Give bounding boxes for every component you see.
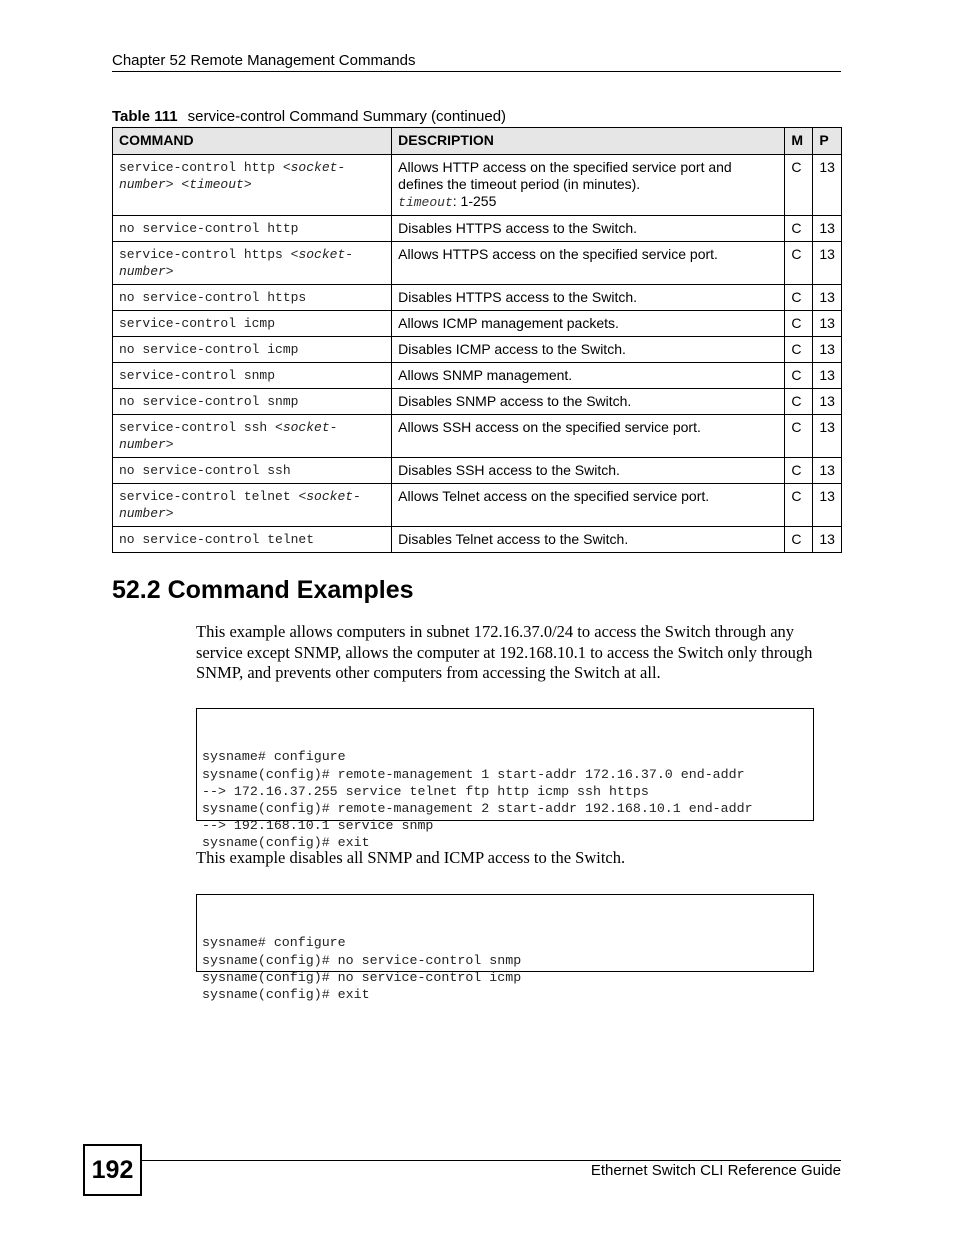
chapter-header: Chapter 52 Remote Management Commands bbox=[112, 52, 416, 69]
command-cell: no service-control ssh bbox=[113, 458, 392, 484]
command-params: <socket-number> bbox=[119, 247, 354, 279]
table-row bbox=[113, 363, 842, 389]
description-code: timeout bbox=[398, 195, 453, 210]
table-row bbox=[113, 527, 842, 553]
privilege-cell: 13 bbox=[813, 155, 842, 216]
column-header-p: P bbox=[813, 128, 842, 155]
code-line: sysname# configure bbox=[202, 749, 346, 765]
mode-cell: C bbox=[785, 285, 813, 311]
privilege-cell: 13 bbox=[813, 363, 842, 389]
table-row bbox=[113, 242, 842, 285]
code-line: sysname(config)# no service-control snmp bbox=[202, 952, 522, 968]
command-cell: no service-control telnet bbox=[113, 527, 392, 553]
table-caption-label: Table 111 bbox=[112, 108, 178, 125]
command-cell bbox=[113, 415, 392, 458]
code-line: sysname(config)# remote-management 1 start-addr 172.16.37.0 end-addr bbox=[202, 766, 745, 782]
table-header-row bbox=[113, 128, 842, 155]
table-row bbox=[113, 337, 842, 363]
command-cell bbox=[113, 242, 392, 285]
description-cell: Disables HTTPS access to the Switch. bbox=[392, 216, 785, 242]
command-text: service-control telnet bbox=[119, 489, 299, 504]
privilege-cell: 13 bbox=[813, 527, 842, 553]
command-text: service-control https bbox=[119, 247, 291, 262]
mode-cell: C bbox=[785, 155, 813, 216]
example-paragraph: This example allows computers in subnet 172.16.37.0/24 to access the Switch through any service except SNMP, allows the computer at 192.168.10.1 to access the Switch only through SNMP, and prevents other computers from accessing the Switch at all. bbox=[196, 622, 813, 682]
table-row bbox=[113, 155, 842, 216]
code-line: --> 192.168.10.1 service snmp bbox=[202, 818, 434, 834]
description-cell: Disables SSH access to the Switch. bbox=[392, 458, 785, 484]
mode-cell: C bbox=[785, 363, 813, 389]
command-cell bbox=[113, 484, 392, 527]
mode-cell: C bbox=[785, 337, 813, 363]
example-paragraph: This example disables all SNMP and ICMP access to the Switch. bbox=[196, 848, 626, 867]
table-row bbox=[113, 484, 842, 527]
table-caption bbox=[112, 108, 506, 125]
table-row bbox=[113, 458, 842, 484]
column-header-command: COMMAND bbox=[113, 128, 392, 155]
description-cell: Allows HTTPS access on the specified service port. bbox=[392, 242, 785, 285]
description-cell: Allows SSH access on the specified service port. bbox=[392, 415, 785, 458]
command-summary-table bbox=[112, 127, 842, 553]
privilege-cell: 13 bbox=[813, 458, 842, 484]
table-row bbox=[113, 216, 842, 242]
code-line: --> 172.16.37.255 service telnet ftp http icmp ssh https bbox=[202, 783, 649, 799]
privilege-cell: 13 bbox=[813, 311, 842, 337]
code-line: sysname(config)# no service-control icmp bbox=[202, 969, 522, 985]
description-cell: Disables Telnet access to the Switch. bbox=[392, 527, 785, 553]
command-cell bbox=[113, 155, 392, 216]
command-cell: no service-control icmp bbox=[113, 337, 392, 363]
description-cell: Allows ICMP management packets. bbox=[392, 311, 785, 337]
code-line: sysname(config)# remote-management 2 start-addr 192.168.10.1 end-addr bbox=[202, 801, 753, 817]
code-line: sysname# configure bbox=[202, 935, 346, 951]
mode-cell: C bbox=[785, 415, 813, 458]
description-cell: Disables SNMP access to the Switch. bbox=[392, 389, 785, 415]
guide-title: Ethernet Switch CLI Reference Guide bbox=[590, 1162, 841, 1179]
privilege-cell: 13 bbox=[813, 242, 842, 285]
code-line: sysname(config)# exit bbox=[202, 835, 370, 851]
header-divider bbox=[112, 71, 841, 72]
command-params: <socket-number> <timeout> bbox=[119, 160, 346, 192]
code-line: sysname(config)# exit bbox=[202, 987, 370, 1003]
code-example-block bbox=[196, 894, 814, 1003]
column-header-m: M bbox=[785, 128, 813, 155]
command-cell: no service-control snmp bbox=[113, 389, 392, 415]
command-text: service-control http bbox=[119, 160, 283, 175]
footer-divider bbox=[140, 1160, 841, 1161]
description-cell: Allows Telnet access on the specified service port. bbox=[392, 484, 785, 527]
mode-cell: C bbox=[785, 311, 813, 337]
command-cell: no service-control https bbox=[113, 285, 392, 311]
table-row bbox=[113, 389, 842, 415]
section-heading: 52.2 Command Examples bbox=[112, 576, 414, 604]
command-cell: service-control icmp bbox=[113, 311, 392, 337]
command-cell: no service-control http bbox=[113, 216, 392, 242]
privilege-cell: 13 bbox=[813, 484, 842, 527]
privilege-cell: 13 bbox=[813, 216, 842, 242]
description-cell: Disables ICMP access to the Switch. bbox=[392, 337, 785, 363]
code-example-block bbox=[196, 708, 814, 851]
mode-cell: C bbox=[785, 458, 813, 484]
mode-cell: C bbox=[785, 527, 813, 553]
privilege-cell: 13 bbox=[813, 415, 842, 458]
privilege-cell: 13 bbox=[813, 337, 842, 363]
privilege-cell: 13 bbox=[813, 389, 842, 415]
command-params: <socket-number> bbox=[119, 489, 361, 521]
description-cell bbox=[392, 155, 785, 216]
column-header-description: DESCRIPTION bbox=[392, 128, 785, 155]
table-row bbox=[113, 311, 842, 337]
description-cell: Disables HTTPS access to the Switch. bbox=[392, 285, 785, 311]
command-params: <socket-number> bbox=[119, 420, 338, 452]
table-caption-text: service-control Command Summary (continued) bbox=[187, 108, 507, 125]
command-cell: service-control snmp bbox=[113, 363, 392, 389]
table-row bbox=[113, 285, 842, 311]
page-number: 192 bbox=[83, 1144, 142, 1196]
mode-cell: C bbox=[785, 389, 813, 415]
mode-cell: C bbox=[785, 484, 813, 527]
table-row bbox=[113, 415, 842, 458]
command-text: service-control ssh bbox=[119, 420, 276, 435]
privilege-cell: 13 bbox=[813, 285, 842, 311]
mode-cell: C bbox=[785, 216, 813, 242]
description-text: Allows HTTP access on the specified service port and defines the timeout period (in minutes). bbox=[398, 159, 732, 192]
mode-cell: C bbox=[785, 242, 813, 285]
description-extra: : 1-255 bbox=[452, 193, 497, 209]
description-cell: Allows SNMP management. bbox=[392, 363, 785, 389]
